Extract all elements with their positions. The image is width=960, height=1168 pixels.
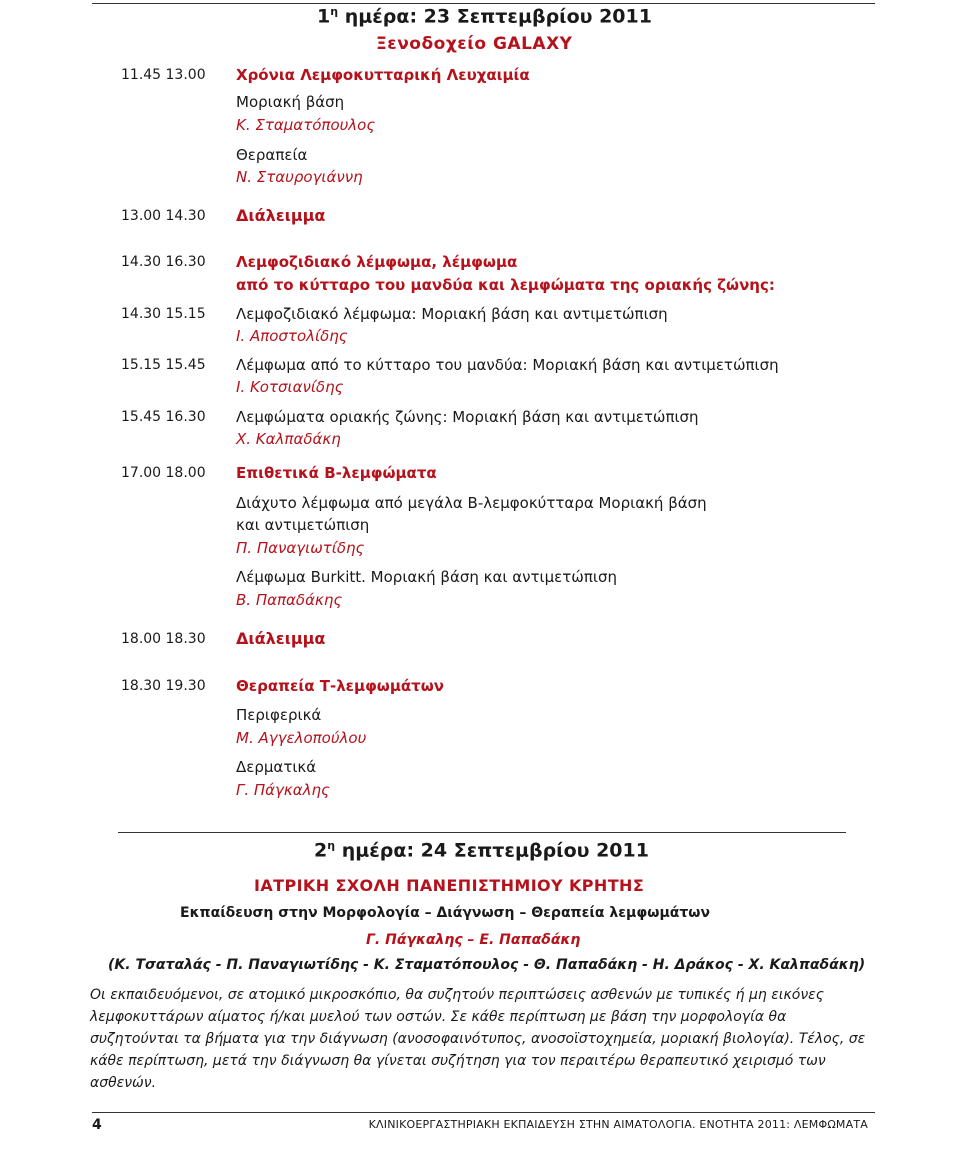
s2-talk2-speaker: Ι. Κοτσιανίδης bbox=[236, 378, 344, 396]
s3-title: Επιθετικά Β-λεμφώματα bbox=[236, 464, 437, 482]
s1-talk1: Μοριακή βάση bbox=[236, 93, 345, 111]
s4-title: Θεραπεία Τ-λεμφωμάτων bbox=[236, 677, 445, 695]
s2-title-line1: Λεμφοζιδιακό λέμφωμα, λέμφωμα bbox=[236, 253, 518, 271]
day1-date: ημέρα: 23 Σεπτεμβρίου 2011 bbox=[344, 5, 652, 28]
s3-talk1-line2: και αντιμετώπιση bbox=[236, 516, 370, 534]
s2-talk2-time: 15.15 15.45 bbox=[121, 357, 206, 373]
s2-talk1-speaker: Ι. Αποστολίδης bbox=[236, 327, 348, 345]
s2-talk3-speaker: Χ. Καλπαδάκη bbox=[236, 430, 341, 448]
s4-time: 18.30 19.30 bbox=[121, 678, 206, 694]
s4-talk2-speaker: Γ. Πάγκαλης bbox=[236, 781, 330, 799]
s2-talk1-time: 14.30 15.15 bbox=[121, 306, 206, 322]
s1-time: 11.45 13.00 bbox=[121, 67, 206, 83]
day2-venue: ΙΑΤΡΙΚΗ ΣΧΟΛΗ ΠΑΝΕΠΙΣΤΗΜΙΟΥ ΚΡΗΤΗΣ bbox=[254, 876, 645, 895]
s3-talk2: Λέμφωμα Burkitt. Μοριακή βάση και αντιμετώπιση bbox=[236, 568, 617, 586]
s1-talk2: Θεραπεία bbox=[236, 146, 308, 164]
page-number: 4 bbox=[92, 1117, 102, 1133]
s3-talk2-speaker: Β. Παπαδάκης bbox=[236, 591, 343, 609]
s1-talk1-speaker: Κ. Σταματόπουλος bbox=[236, 116, 376, 134]
day2-ordinal: 2 bbox=[314, 839, 328, 862]
day1-ordinal-sup: η bbox=[330, 5, 339, 18]
s1-talk2-speaker: Ν. Σταυρογιάννη bbox=[236, 168, 363, 186]
day1-ordinal: 1 bbox=[317, 5, 331, 28]
s2-talk3-time: 15.45 16.30 bbox=[121, 409, 206, 425]
s3-talk1-line1: Διάχυτο λέμφωμα από μεγάλα Β-λεμφοκύτταρα Μοριακή βάση bbox=[236, 494, 707, 512]
day2-subtitle: Εκπαίδευση στην Μορφολογία – Διάγνωση – Θεραπεία λεμφωμάτων bbox=[180, 905, 711, 921]
day2-tutors: (Κ. Τσαταλάς - Π. Παναγιωτίδης - Κ. Σταματόπουλος - Θ. Παπαδάκη - Η. Δράκος - Χ. Καλπαδάκη) bbox=[108, 957, 866, 973]
day2-date: ημέρα: 24 Σεπτεμβρίου 2011 bbox=[341, 839, 649, 862]
day2-coordinators: Γ. Πάγκαλης – Ε. Παπαδάκη bbox=[366, 932, 581, 948]
s3-time: 17.00 18.00 bbox=[121, 465, 206, 481]
s4-talk1: Περιφερικά bbox=[236, 706, 322, 724]
footer-text: ΚΛΙΝΙΚΟΕΡΓΑΣΤΗΡΙΑΚΗ ΕΚΠΑΙΔΕΥΣΗ ΣΤΗΝ ΑΙΜΑΤΟΛΟΓΙΑ. ΕΝΟΤΗΤΑ 2011: ΛΕΜΦΩΜΑΤΑ bbox=[368, 1118, 868, 1131]
s4-talk2: Δερματικά bbox=[236, 758, 317, 776]
b1-time: 13.00 14.30 bbox=[121, 208, 206, 224]
day1-venue: Ξενοδοχείο GALAXY bbox=[376, 34, 573, 54]
day-separator-rule bbox=[118, 832, 846, 833]
s3-talk1-speaker: Π. Παναγιωτίδης bbox=[236, 539, 365, 557]
s4-talk1-speaker: Μ. Αγγελοπούλου bbox=[236, 729, 367, 747]
s2-talk1: Λεμφοζιδιακό λέμφωμα: Μοριακή βάση και αντιμετώπιση bbox=[236, 305, 668, 323]
day2-ordinal-sup: η bbox=[327, 839, 336, 852]
s2-time: 14.30 16.30 bbox=[121, 254, 206, 270]
top-rule bbox=[92, 3, 875, 4]
b1-label: Διάλειμμα bbox=[236, 206, 326, 225]
footer-rule bbox=[92, 1112, 875, 1113]
s2-talk3: Λεμφώματα οριακής ζώνης: Μοριακή βάση και αντιμετώπιση bbox=[236, 408, 699, 426]
day1-title bbox=[317, 5, 652, 27]
b2-label: Διάλειμμα bbox=[236, 629, 326, 648]
s2-title-line2: από το κύτταρο του μανδύα και λεμφώματα της οριακής ζώνης: bbox=[236, 276, 775, 294]
s2-talk2: Λέμφωμα από το κύτταρο του μανδύα: Μοριακή βάση και αντιμετώπιση bbox=[236, 356, 779, 374]
b2-time: 18.00 18.30 bbox=[121, 631, 206, 647]
day2-title bbox=[314, 839, 649, 861]
day2-description: Οι εκπαιδευόμενοι, σε ατομικό μικροσκόπιο, θα συζητούν περιπτώσεις ασθενών με τυπικές ή μη εικόνες λεμφοκυττάρων αίματος ή/και μυελού των οστών. Σε κάθε περίπτωση με βάση την μορφολογία θα συζητούνται τα βήματα για την διάγνωση (ανοσοφαινότυπος, ανοσοϊστοχημεία, μοριακή βιολογία). Τέλος, σε κάθε περίπτωση, μετά την διάγνωση θα γίνεται συζήτηση για τον περαιτέρω θεραπευτικό χειρισμό των ασθενών. bbox=[90, 987, 866, 1091]
s1-title: Χρόνια Λεμφοκυτταρική Λευχαιμία bbox=[236, 66, 530, 84]
